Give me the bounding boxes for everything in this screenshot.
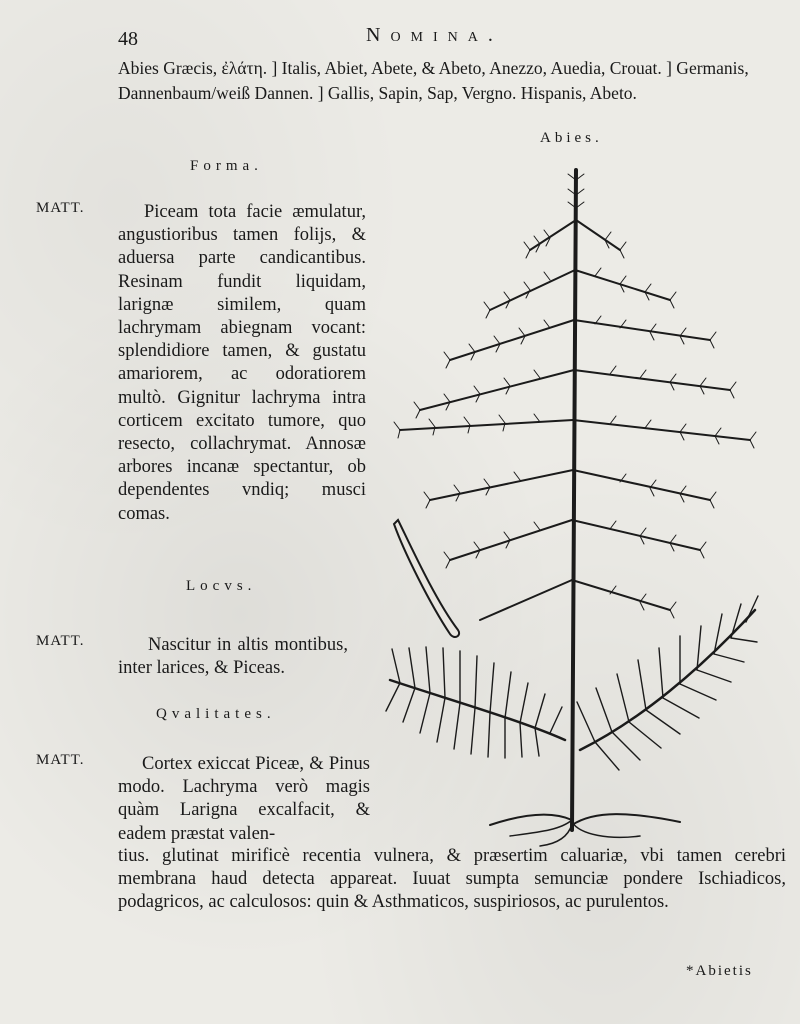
- page-number: 48: [118, 28, 138, 50]
- running-head: Nomina.: [366, 24, 503, 46]
- locus-text: Nascitur in altis montibus, inter larices, & Piceas.: [118, 635, 348, 679]
- catchword: *Abietis: [686, 963, 753, 979]
- section-heading-locus: Locvs.: [186, 578, 257, 594]
- matt-marker: MATT.: [36, 752, 85, 768]
- matt-marker: MATT.: [36, 633, 85, 649]
- section-heading-forma: Forma.: [190, 158, 263, 174]
- matt-marker: MATT.: [36, 200, 85, 216]
- nomina-paragraph: Abies Græcis, ἐλάτη. ] Italis, Abiet, Abete, & Abeto, Anezzo, Auedia, Crouat. ] Germanis, Dannenbaum/weiß Dannen. ] Gallis, Sapin, Sap, Vergno. Hispanis, Abeto.: [118, 58, 749, 103]
- qualitates-text-full: tius. glutinat mirificè recentia vulnera, & præsertim caluariæ, vbi tamen cerebri membrana haud detecta appareat. Iuuat sumpta semunciæ pondere Ischiadicos, podagricos, ac calculosos: quin & Asthmaticos, suspiriosos, ac purulentos.: [118, 846, 786, 913]
- section-heading-qualitates: Qvalitates.: [156, 706, 276, 722]
- qualitates-text-column: Cortex exiccat Piceæ, & Pinus modo. Lachryma verò magis quàm Larigna excalfacit, & eadem præstat valen-: [118, 754, 370, 844]
- fir-tree-woodcut-icon: [380, 160, 780, 850]
- forma-text: Piceam tota facie æmulatur, angustioribus tamen folijs, & aduersa parte candicantibus. Resinam fundit liquidam, larignæ similem, quam lachrymam abiegnam vocant: splendidiore tamen, & gustatu amariorem, ac odoratiorem multò. Gignitur lachryma intra corticem excitato tumore, quo resecto, collachrymat. Annosæ arbores incanæ spectantur, ob dependentes vndiq; musci comas.: [118, 202, 366, 524]
- figure-title: Abies.: [540, 130, 603, 146]
